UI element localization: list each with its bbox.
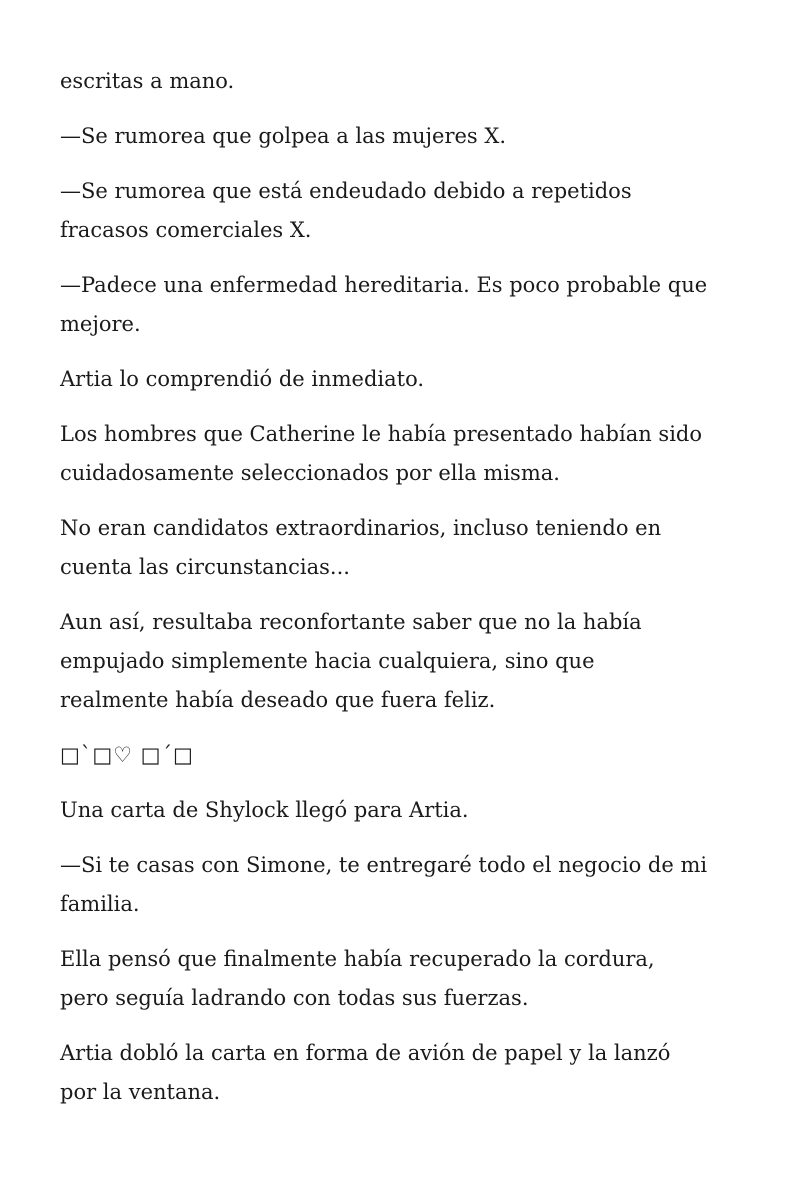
paragraph — [60, 266, 740, 344]
text-line: familia. — [60, 892, 140, 916]
text-line: cuenta las circunstancias... — [60, 555, 350, 579]
text-line: Artia lo comprendió de inmediato. — [60, 367, 425, 391]
text-line: No eran candidatos extraordinarios, incluso teniendo en — [60, 516, 662, 540]
text-line: Artia dobló la carta en forma de avión de papel y la lanzó — [60, 1041, 671, 1065]
text-line: Aun así, resultaba reconfortante saber que no la había — [60, 610, 642, 634]
text-line: mejore. — [60, 312, 141, 336]
paragraph — [60, 62, 740, 101]
text-line: Una carta de Shylock llegó para Artia. — [60, 798, 469, 822]
paragraph — [60, 172, 740, 250]
text-line: —Si te casas con Simone, te entregaré todo el negocio de mi — [60, 853, 708, 877]
paragraph — [60, 940, 740, 1018]
text-line: —Se rumorea que golpea a las mujeres X. — [60, 124, 507, 148]
text-line: realmente había deseado que fuera feliz. — [60, 688, 496, 712]
text-line: —Padece una enfermedad hereditaria. Es poco probable que — [60, 273, 708, 297]
paragraph — [60, 117, 740, 156]
text-line: Ella pensó que finalmente había recuperado la cordura, — [60, 947, 655, 971]
paragraph — [60, 603, 740, 720]
paragraph — [60, 846, 740, 924]
text-line: empujado simplemente hacia cualquiera, sino que — [60, 649, 595, 673]
text-line: pero seguía ladrando con todas sus fuerzas. — [60, 986, 529, 1010]
paragraph — [60, 415, 740, 493]
text-line: cuidadosamente seleccionados por ella misma. — [60, 461, 560, 485]
text-line: por la ventana. — [60, 1080, 221, 1104]
paragraph — [60, 360, 740, 399]
paragraph — [60, 509, 740, 587]
scene-separator: □`□♡ □´□ — [60, 743, 194, 767]
text-line: Los hombres que Catherine le había presentado habían sido — [60, 422, 702, 446]
paragraph — [60, 1034, 740, 1112]
text-line: —Se rumorea que está endeudado debido a repetidos — [60, 179, 632, 203]
text-line: escritas a mano. — [60, 69, 235, 93]
paragraph — [60, 791, 740, 830]
text-line: fracasos comerciales X. — [60, 218, 312, 242]
